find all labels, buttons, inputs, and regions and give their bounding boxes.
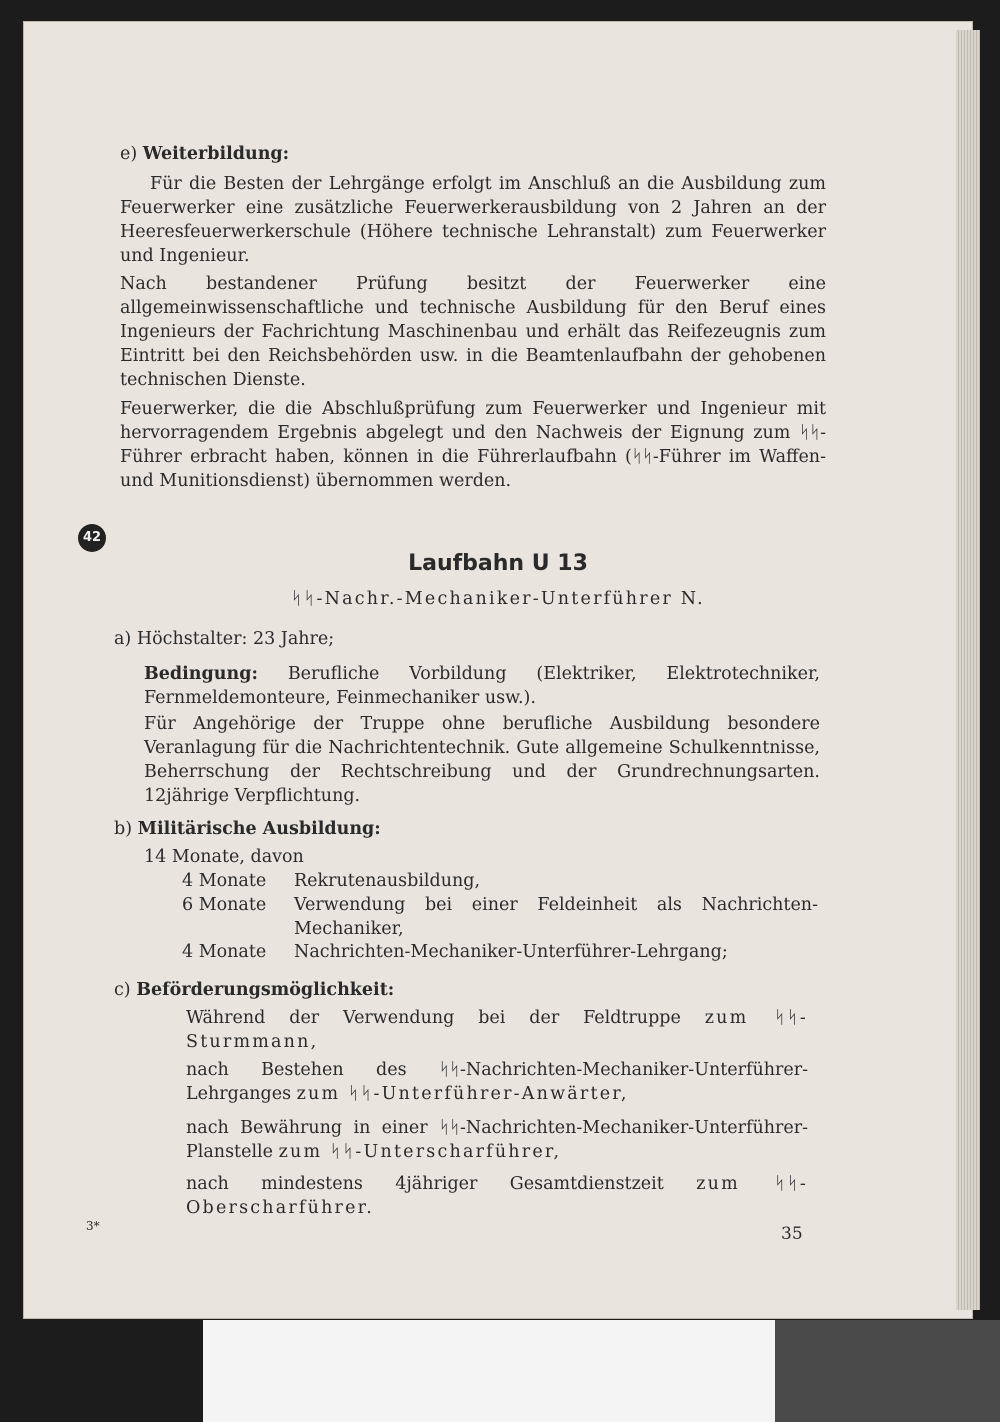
promotion-rank: zum ᛋᛋ-Sturmmann, (186, 1008, 808, 1052)
page-content (24, 22, 972, 1318)
section-c-heading (114, 978, 834, 1002)
training-duration: 4 Monate (182, 942, 267, 962)
promotion-text: nach Bestehen des ᛋᛋ-Nachrichten-Mechaniker-Unterführer-Lehrganges (186, 1060, 808, 1104)
section-e-paragraph-1: Für die Besten der Lehrgänge erfolgt im Anschluß an die Ausbildung zum Feuerwerker eine zusätzliche Feuerwerkerausbildung von 2 Jahren an der Heeresfeuerwerkerschule (Höhere technische Lehranstalt) zum Feuerwerker und Ingenieur. (120, 174, 826, 266)
page-subtitle: ᛋᛋ-Nachr.-Mechaniker-Unterführer N. (291, 589, 705, 609)
condition-text: Berufliche Vorbildung (Elektriker, Elektrotechniker, Fernmeldemonteure, Feinmechaniker usw.). (144, 664, 820, 708)
training-duration: 6 Monate (182, 895, 267, 915)
section-b-heading (114, 817, 834, 841)
section-e-title: Weiterbildung: (142, 144, 290, 164)
section-b-label: b) (114, 819, 133, 839)
promotion-text: Während der Verwendung bei der Feldtruppe (186, 1008, 705, 1028)
book-page (24, 22, 972, 1318)
training-description: Rekrutenausbildung, (294, 871, 481, 891)
section-e (120, 142, 840, 166)
section-e-paragraph-2: Nach bestandener Prüfung besitzt der Feuerwerker eine allgemeinwissenschaftliche und technische Ausbildung für den Beruf eines Ingenieurs der Fachrichtung Maschinenbau und erhält das Reifezeugnis zum Eintritt bei den Reichsbehörden usw. in die Beamtenlaufbahn der gehobenen technischen Dienste. (120, 274, 826, 390)
section-a-condition (144, 662, 820, 710)
section-e-label: e) (120, 144, 138, 164)
training-description: Nachrichten-Mechaniker-Unterführer-Lehrgang; (294, 942, 728, 962)
section-a-heading (114, 627, 834, 651)
condition-label: Bedingung: (144, 664, 258, 684)
section-e-heading (120, 142, 840, 166)
page-number: 35 (781, 1224, 803, 1244)
section-e-paragraph-3: Feuerwerker, die die Abschlußprüfung zum Feuerwerker und Ingenieur mit hervorragendem Ergebnis abgelegt und den Nachweis der Eignung zum ᛋᛋ-Führer erbracht haben, können in die Führerlaufbahn (ᛋᛋ-Führer im Waffen- und Munitionsdienst) übernommen werden. (120, 399, 826, 491)
promotion-rank: zum ᛋᛋ-Unterscharführer, (278, 1142, 562, 1162)
promotion-item (186, 1006, 808, 1054)
section-c-title: Beförderungsmöglichkeit: (136, 980, 395, 1000)
signature-mark: 3* (86, 1219, 100, 1233)
section-c-label: c) (114, 980, 131, 1000)
training-duration: 4 Monate (182, 871, 267, 891)
promotion-item (186, 1172, 808, 1220)
calibration-strip (203, 1320, 775, 1422)
background-strip (775, 1320, 1000, 1422)
section-number-badge: 42 (78, 524, 106, 552)
promotion-text: nach mindestens 4jähriger Gesamtdienstzeit (186, 1174, 697, 1194)
promotion-item (186, 1116, 808, 1164)
promotion-rank: zum ᛋᛋ-Unterführer-Anwärter, (296, 1084, 629, 1104)
section-a-line: Höchstalter: 23 Jahre; (136, 629, 335, 649)
promotion-text: nach Bewährung in einer ᛋᛋ-Nachrichten-Mechaniker-Unterführer-Planstelle (186, 1118, 808, 1162)
section-a-label: a) (114, 629, 132, 649)
section-b-title: Militärische Ausbildung: (137, 819, 381, 839)
training-intro: 14 Monate, davon (144, 847, 304, 867)
promotion-rank: zum ᛋᛋ-Oberscharführer. (186, 1174, 809, 1218)
training-description: Verwendung bei einer Feldeinheit als Nachrichten-Mechaniker, (294, 895, 818, 939)
page-title: Laufbahn U 13 (408, 551, 588, 576)
page-edge (956, 30, 980, 1310)
promotion-item (186, 1058, 808, 1106)
section-a-paragraph-2: Für Angehörige der Truppe ohne berufliche Ausbildung besondere Veranlagung für die Nachrichtentechnik. Gute allgemeine Schulkenntnisse, Beherrschung der Rechtschreibung und der Grundrechnungsarten. 12jährige Verpflichtung. (144, 714, 820, 806)
